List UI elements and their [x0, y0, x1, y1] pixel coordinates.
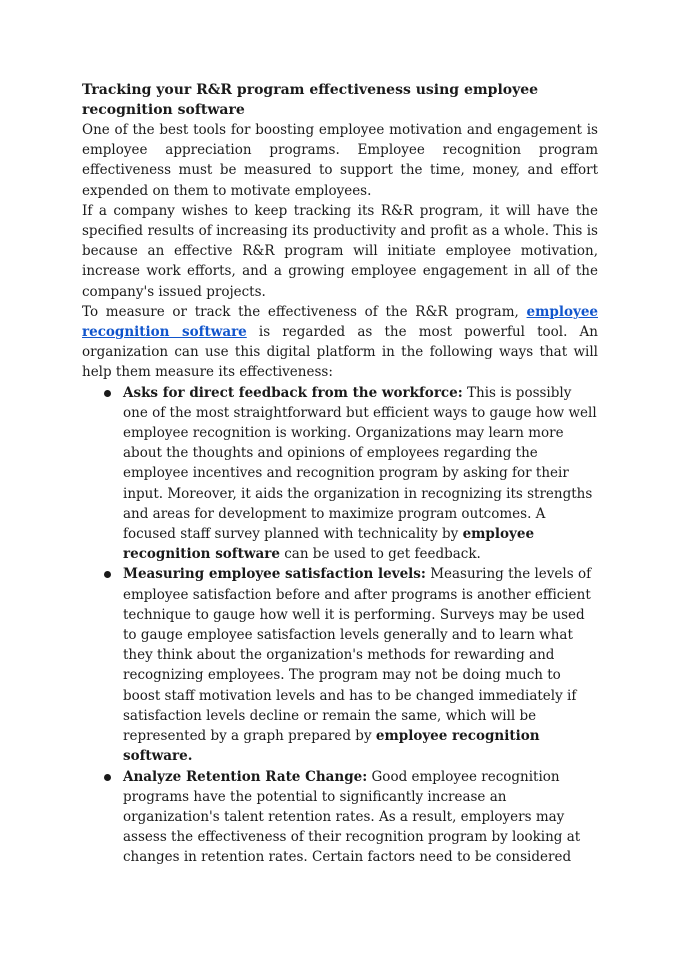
bullet-text: This is possibly one of the most straightforward but efficient ways to gauge how well employee recognition is working. Organizations may learn more about the thoughts and opinions of employees regarding the employee incentives and recognition program by asking for their input. Moreover, it aids the organization in recognizing its strengths and areas for development to maximize program outcomes. A focused staff survey planned with technicality by [123, 384, 597, 543]
bullet-icon [104, 571, 111, 578]
bullet-text: Measuring the levels of employee satisfaction before and after programs is another efficient technique to gauge how well it is performing. Surveys may be used to gauge employee satisfaction levels generally and to learn what they think about the organization's methods for rewarding and recognizing employees. The program may not be doing much to boost staff motivation levels and has to be changed immediately if satisfaction levels decline or remain the same, which will be represented by a graph prepared by [123, 566, 592, 745]
bullet-heading: Analyze Retention Rate Change: [123, 768, 368, 785]
document-body [82, 80, 598, 868]
list-item-satisfaction [82, 564, 598, 766]
bullet-end: can be used to get feedback. [279, 546, 481, 563]
bullet-icon [104, 774, 111, 781]
bullet-icon [104, 390, 111, 397]
methods-list [82, 383, 598, 868]
bullet-text: Good employee recognition programs have the potential to significantly increase an organization's talent retention rates. As a result, employers may assess the effectiveness of their recognition program by looking at changes in retention rates. Certain factors need to be considered [123, 768, 581, 866]
bullet-bold-tail: employee recognition software [123, 526, 535, 563]
paragraph-measure-after: is regarded as the most powerful tool. An organization can use this digital platform in the following ways that will help them measure its effectiveness: [82, 324, 598, 381]
list-item-feedback [82, 383, 598, 565]
paragraph-measure [82, 302, 598, 383]
list-item-retention [82, 767, 598, 868]
section-title: Tracking your R&R program effectiveness using employee recognition software [82, 82, 539, 118]
bullet-bold-tail: employee recognition software. [123, 728, 540, 765]
employee-recognition-software-link[interactable]: employee recognition software [82, 303, 598, 341]
paragraph-measure-before: To measure or track the effectiveness of the R&R program, [82, 303, 527, 320]
bullet-heading: Measuring employee satisfaction levels: [123, 566, 426, 583]
paragraph-intro: One of the best tools for boosting employee motivation and engagement is employee appreciation programs. Employee recognition program effectiveness must be measured to support the time, money, and effort expended on them to motivate employees. [82, 122, 598, 199]
bullet-heading: Asks for direct feedback from the workforce: [123, 384, 463, 401]
paragraph-tracking: If a company wishes to keep tracking its R&R program, it will have the specified results of increasing its productivity and profit as a whole. This is because an effective R&R program will initiate employee motivation, increase work efforts, and a growing employee engagement in all of the company's issued projects. [82, 202, 598, 300]
